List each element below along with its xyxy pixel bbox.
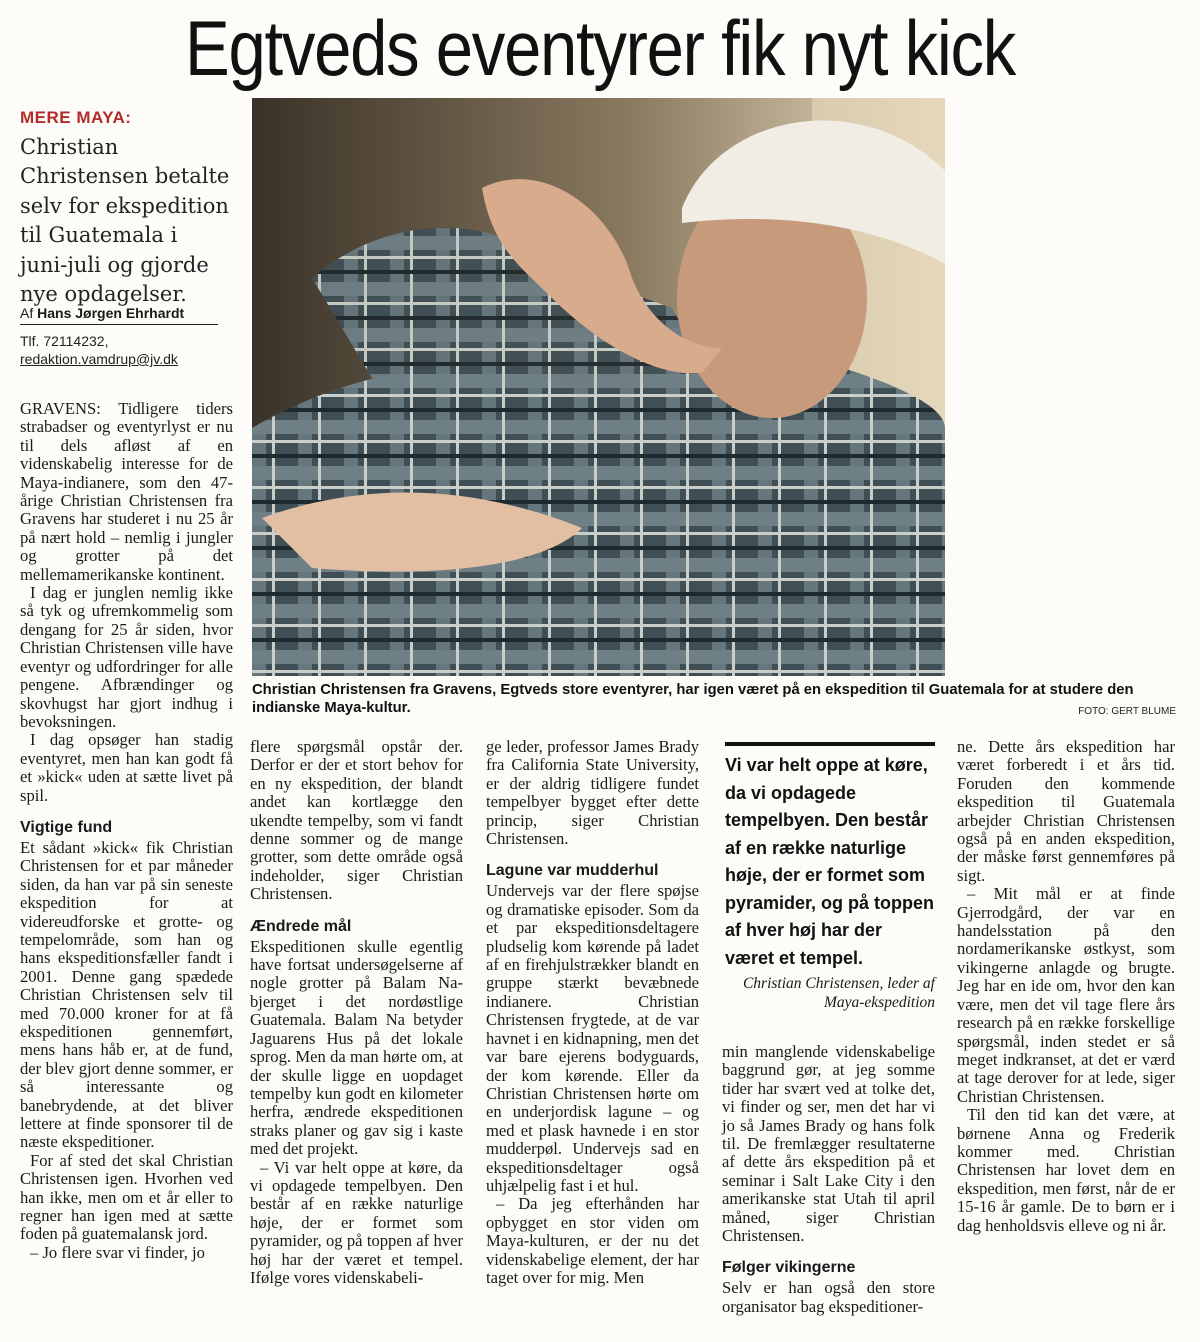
- article-column-1: [20, 400, 233, 1262]
- byline-prefix: Af: [20, 305, 34, 321]
- paragraph: – Mit mål er at finde Gjerrodgård, der var en handelsstation på den nordamerikanske østkyst, som vikingerne anlagde og brugte. Jeg har en ide om, hvor den kan være, men det vil tage flere års research på en række forskellige spørgsmål, inden stedet er så meget indkranset, at det er værd at tage derover for at lede, siger Christian Christensen.: [957, 884, 1175, 1106]
- paragraph: – Vi var helt oppe at køre, da vi opdagede tempelbyen. Den består af en række naturlige høje, der er formet som pyramider, og på toppen af hver høj har der været et tempel. Ifølge vores videnskabeli-: [250, 1157, 463, 1287]
- quote-rule: [725, 742, 935, 746]
- teaser: [20, 102, 230, 310]
- subheading: Lagune var mudderhul: [486, 862, 659, 880]
- contact-info: [20, 332, 230, 368]
- photo-credit: FOTO: GERT BLUME: [1078, 706, 1176, 717]
- paragraph: Selv er han også den store organisator bag ekspeditioner-: [722, 1278, 935, 1316]
- article-column-3: [486, 738, 699, 1287]
- paragraph: flere spørgsmål opstår der. Derfor er der et stort behov for en ny ekspedition, der blandt andet kan kortlægge den ukendte tempelby, som vi fandt denne sommer og de mange grotter, som dette område også indeholder, siger Christian Christensen.: [250, 737, 463, 904]
- paragraph: I dag opsøger han stadig eventyret, men han kan godt få et »kick« uden at sætte livet på spil.: [20, 730, 233, 805]
- paragraph: Undervejs var der flere spøjse og dramatiske episoder. Som da et par ekspeditionsdeltagere pludselig kom kørende på ladet af en firehjulstrækker blandt en gruppe stærkt bevæbnede indianere. Christian Christensen frygtede, at de var havnet i en kidnapning, men det var bare ejerens bodyguards, der kom kørende. Eller da Christian Christensen hørte om en underjordisk lagune – og med et plask havnede i en stor mudderpøl. Undervejs sad en ekspeditionsdeltager også uhjælpelig fast i et hul.: [486, 881, 699, 1195]
- paragraph: min manglende videnskabelige baggrund gør, at jeg somme tider har svært ved at tolke det, vi finder og ser, men det har vi jo så James Brady og hans folk til. De fremlægger resultaterne af dette års ekspedition på et seminar i Salt Lake City i den amerikanske stat Utah til april måned, siger Christian Christensen.: [722, 1042, 935, 1246]
- photo-caption: Christian Christensen fra Gravens, Egtveds store eventyrer, har igen været på en ekspedition til Guatemala for at studere den indianske Maya-kultur.: [252, 682, 1134, 716]
- byline-author: Hans Jørgen Ehrhardt: [37, 305, 185, 321]
- paragraph: ge leder, professor James Brady fra California State University, er der aldrig tidligere fundet tempelbyer bygget efter dette princip, siger Christian Christensen.: [486, 737, 699, 849]
- paragraph: GRAVENS: Tidligere tiders strabadser og eventyrlyst er nu til dels afløst af en videnskabelig interesse for de Maya-indianere, som den 47-årige Christian Christensen fra Gravens har studeret i nu 25 år på nært hold – nemlig i jungler og grotter på det mellemamerikanske kontinent.: [20, 399, 233, 584]
- photo-illustration: [252, 98, 945, 676]
- paragraph: – Jo flere svar vi finder, jo: [30, 1242, 205, 1262]
- paragraph: Ekspeditionen skulle egentlig have fortsat undersøgelserne af nogle grotter på Balam Na-bjerget i det nordøstlige Guatemala. Balam Na betyder Jaguarens Hus på det lokale sprog. Men da man hørte om, at der skulle ligge en uopdaget tempelby kun godt en kilometer herfra, ændrede ekspeditionen straks planer og gav sig i kaste med det projekt.: [250, 936, 463, 1159]
- pull-quote: [725, 742, 935, 1012]
- paragraph: ne. Dette års ekspedition har været forberedt i et års tid. Foruden den kommende ekspedition til Guatemala arbejder Christian Christensen også på en anden ekspedition, der måske først gennemføres på sigt.: [957, 737, 1175, 885]
- pull-quote-text: Vi var helt oppe at køre, da vi opdagede tempelbyen. Den består af en række naturlige høje, der er formet som pyramider, og på toppen af hver høj har der været et tempel.: [725, 755, 935, 968]
- article-column-2: [250, 738, 463, 1287]
- paragraph: – Da jeg efterhånden har opbygget en stor viden om Maya-kulturen, er der nu det videnskabelige element, der har taget over for mig. Men: [486, 1194, 699, 1287]
- paragraph: I dag er junglen nemlig ikke så tyk og ufremkommelig som dengang for 25 år siden, hvor Christian Christensen ville have eventyr og udfordringer for alle pengene. Afbrændinger og skovhugst har gjort indhug i bevoksningen.: [20, 583, 233, 731]
- subheading: Vigtige fund: [20, 818, 113, 836]
- contact-email[interactable]: redaktion.vamdrup@jv.dk: [20, 351, 178, 367]
- article-column-4: [722, 1043, 935, 1316]
- paragraph: Et sådant »kick« fik Christian Christensen for et par måneder siden, da han var på sin seneste ekspedition for at videreudforske et grotte- og tempelområde, som han og hans ekspeditionsfæller fandt i 2001. Denne gang spædede Christian Christensen selv til med 70.000 kroner for at få ekspeditionen gennemført, mens hans håb er, at de fund, der blev gjort denne sommer, er så interessante og banebrydende, at det bliver lettere at finde sponsorer til de næste ekspeditioner.: [20, 837, 233, 1152]
- teaser-kicker: MERE MAYA:: [20, 108, 132, 127]
- pull-quote-source: Christian Christensen, leder af Maya-ekspedition: [742, 975, 935, 1011]
- article-photo: [252, 98, 945, 676]
- subheading: Ændrede mål: [250, 917, 352, 935]
- headline: Egtveds eventyrer fik nyt kick: [185, 4, 1015, 92]
- paragraph: Til den tid kan det være, at børnene Anna og Frederik kommer med. Christian Christensen har lovet dem en ekspedition, men først, når de er 15-16 år gamle. De to børn er i dag henholdsvis elleve og ni år.: [957, 1105, 1175, 1235]
- paragraph: For af sted det skal Christian Christensen igen. Hvorhen ved han ikke, men om et år eller to regner han igen med at sætte foden på guatemalansk jord.: [20, 1150, 233, 1244]
- teaser-text: Christian Christensen betalte selv for ekspedition til Guatemala i juni-juli og gjorde nye opdagelser.: [20, 134, 230, 306]
- subheading: Følger vikingerne: [722, 1259, 856, 1277]
- article-column-5: [957, 738, 1175, 1235]
- contact-phone: Tlf. 72114232,: [20, 333, 109, 349]
- byline: [20, 305, 218, 325]
